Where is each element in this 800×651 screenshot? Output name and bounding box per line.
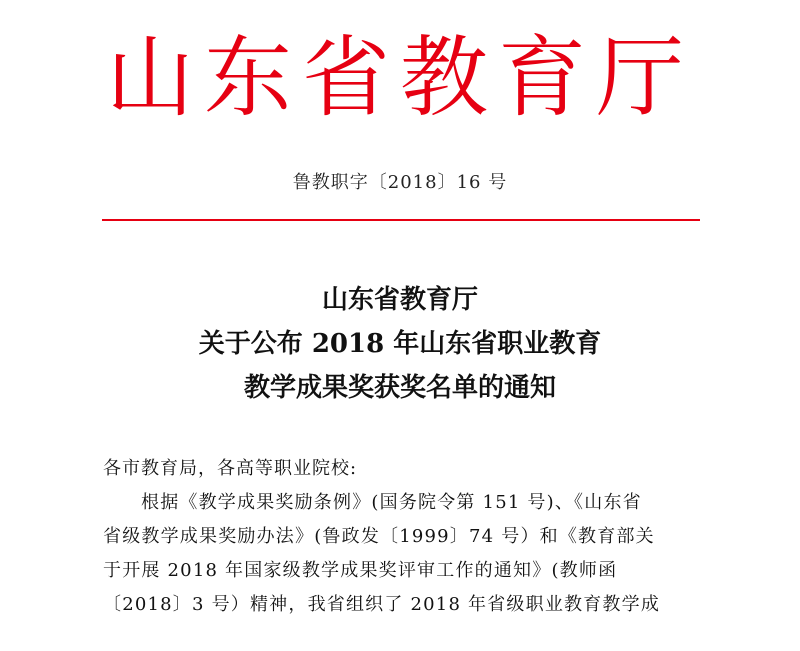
paragraph-line: 根据《教学成果奖励条例》(国务院令第 151 号)、《山东省 — [141, 492, 642, 513]
paragraph-line: 〔2018〕3 号）精神，我省组织了 2018 年省级职业教育教学成 — [103, 594, 661, 615]
issuing-authority-header: 山东省教育厅 — [105, 26, 694, 129]
title-line-3: 教学成果奖获奖名单的通知 — [243, 373, 556, 403]
paragraph-line: 省级教学成果奖励办法》(鲁政发〔1999〕74 号）和《教育部关 — [103, 526, 655, 547]
salutation: 各市教育局，各高等职业院校: — [103, 458, 358, 479]
document-title — [0, 278, 800, 410]
title-line-2: 关于公布 2018 年山东省职业教育 — [198, 329, 602, 359]
red-divider-line — [102, 219, 700, 221]
title-line-1: 山东省教育厅 — [321, 285, 478, 315]
paragraph-line: 于开展 2018 年国家级教学成果奖评审工作的通知》(教师函 — [103, 560, 618, 581]
document-number: 鲁教职字〔2018〕16 号 — [292, 172, 508, 193]
document-body — [103, 452, 703, 622]
